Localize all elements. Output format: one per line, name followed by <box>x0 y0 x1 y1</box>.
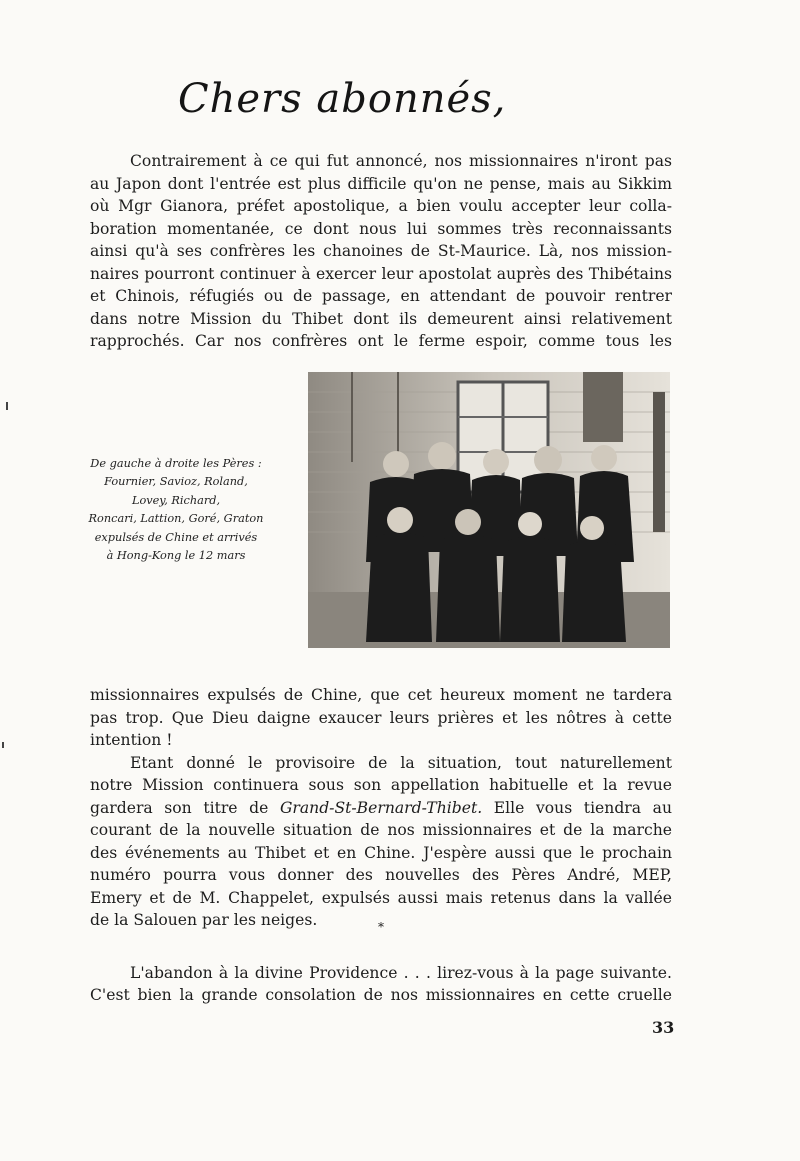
text-segment: gardera son titre de <box>90 798 280 817</box>
spacer <box>90 932 672 962</box>
margin-mark <box>6 402 8 410</box>
text-line: Etant donné le provisoire de la situation, tout naturellement <box>130 753 672 772</box>
text-line: Contrairement à ce qui fut annoncé, nos missionnaires n'iront pas <box>130 152 672 170</box>
caption-line: Roncari, Lattion, Goré, Graton <box>88 512 264 526</box>
page-number: 33 <box>652 1018 675 1037</box>
text-line: boration momentanée, ce dont nous lui sommes très reconnaissants <box>90 219 672 238</box>
caption-line: De gauche à droite les Pères : <box>90 457 262 470</box>
text-line: rapprochés. Car nos confrères ont le ferme espoir, comme tous les <box>90 332 672 350</box>
text-line: notre Mission continuera sous son appellation habituelle et la revue <box>90 776 672 794</box>
text-line: naires pourront continuer à exercer leur apostolat auprès des Thibétains <box>90 264 672 283</box>
caption-line: à Hong-Kong le 12 mars <box>106 549 246 563</box>
text-line: L'abandon à la divine Providence . . . lirez-vous à la page suivante. <box>130 963 672 982</box>
text-line: et Chinois, réfugiés ou de passage, en attendant de pouvoir rentrer <box>90 287 672 305</box>
text-line: Emery et de M. Chappelet, expulsés aussi mais retenus dans la vallée <box>90 888 672 907</box>
caption-line: expulsés de Chine et arrivés <box>94 530 258 544</box>
paragraph-1 <box>90 150 672 353</box>
text-line: pas trop. Que Dieu daigne exaucer leurs prières et les nôtres à cette <box>90 708 672 727</box>
margin-mark <box>2 742 4 748</box>
text-line: dans notre Mission du Thibet dont ils demeurent ainsi relativement <box>90 309 672 328</box>
group-photo <box>308 372 670 648</box>
group-photo-image <box>308 372 670 648</box>
caption-line: Fournier, Savioz, Roland, <box>104 475 248 489</box>
text-line: courant de la nouvelle situation de nos missionnaires et de la marche <box>90 821 672 839</box>
text-line: numéro pourra vous donner des nouvelles des Pères André, MEP, <box>90 866 672 884</box>
text-line: au Japon dont l'entrée est plus difficile qu'on ne pense, mais au Sikkim <box>90 174 672 193</box>
text-line: intention ! <box>90 731 173 749</box>
text-segment: Elle vous tiendra au <box>482 798 672 817</box>
caption-line: Lovey, Richard, <box>131 493 221 507</box>
paragraph-2 <box>90 684 672 1007</box>
photo-caption <box>60 455 292 565</box>
text-line: C'est bien la grande consolation de nos missionnaires en cette cruelle <box>90 986 672 1004</box>
page-title: Chers abonnés, <box>178 76 507 122</box>
text-line <box>90 797 672 820</box>
text-line: ainsi qu'à ses confrères les chanoines de St-Maurice. Là, nos mission- <box>90 242 672 260</box>
journal-title: Grand-St-Bernard-Thibet. <box>279 798 483 817</box>
text-line: où Mgr Gianora, préfet apostolique, a bien voulu accepter leur colla- <box>90 197 672 215</box>
text-line: de la Salouen par les neiges. <box>90 911 318 929</box>
text-line: missionnaires expulsés de Chine, que cet heureux moment ne tardera <box>90 686 672 704</box>
text-line: des événements au Thibet et en Chine. J'espère aussi que le prochain <box>90 843 672 862</box>
section-separator: * <box>378 920 384 934</box>
